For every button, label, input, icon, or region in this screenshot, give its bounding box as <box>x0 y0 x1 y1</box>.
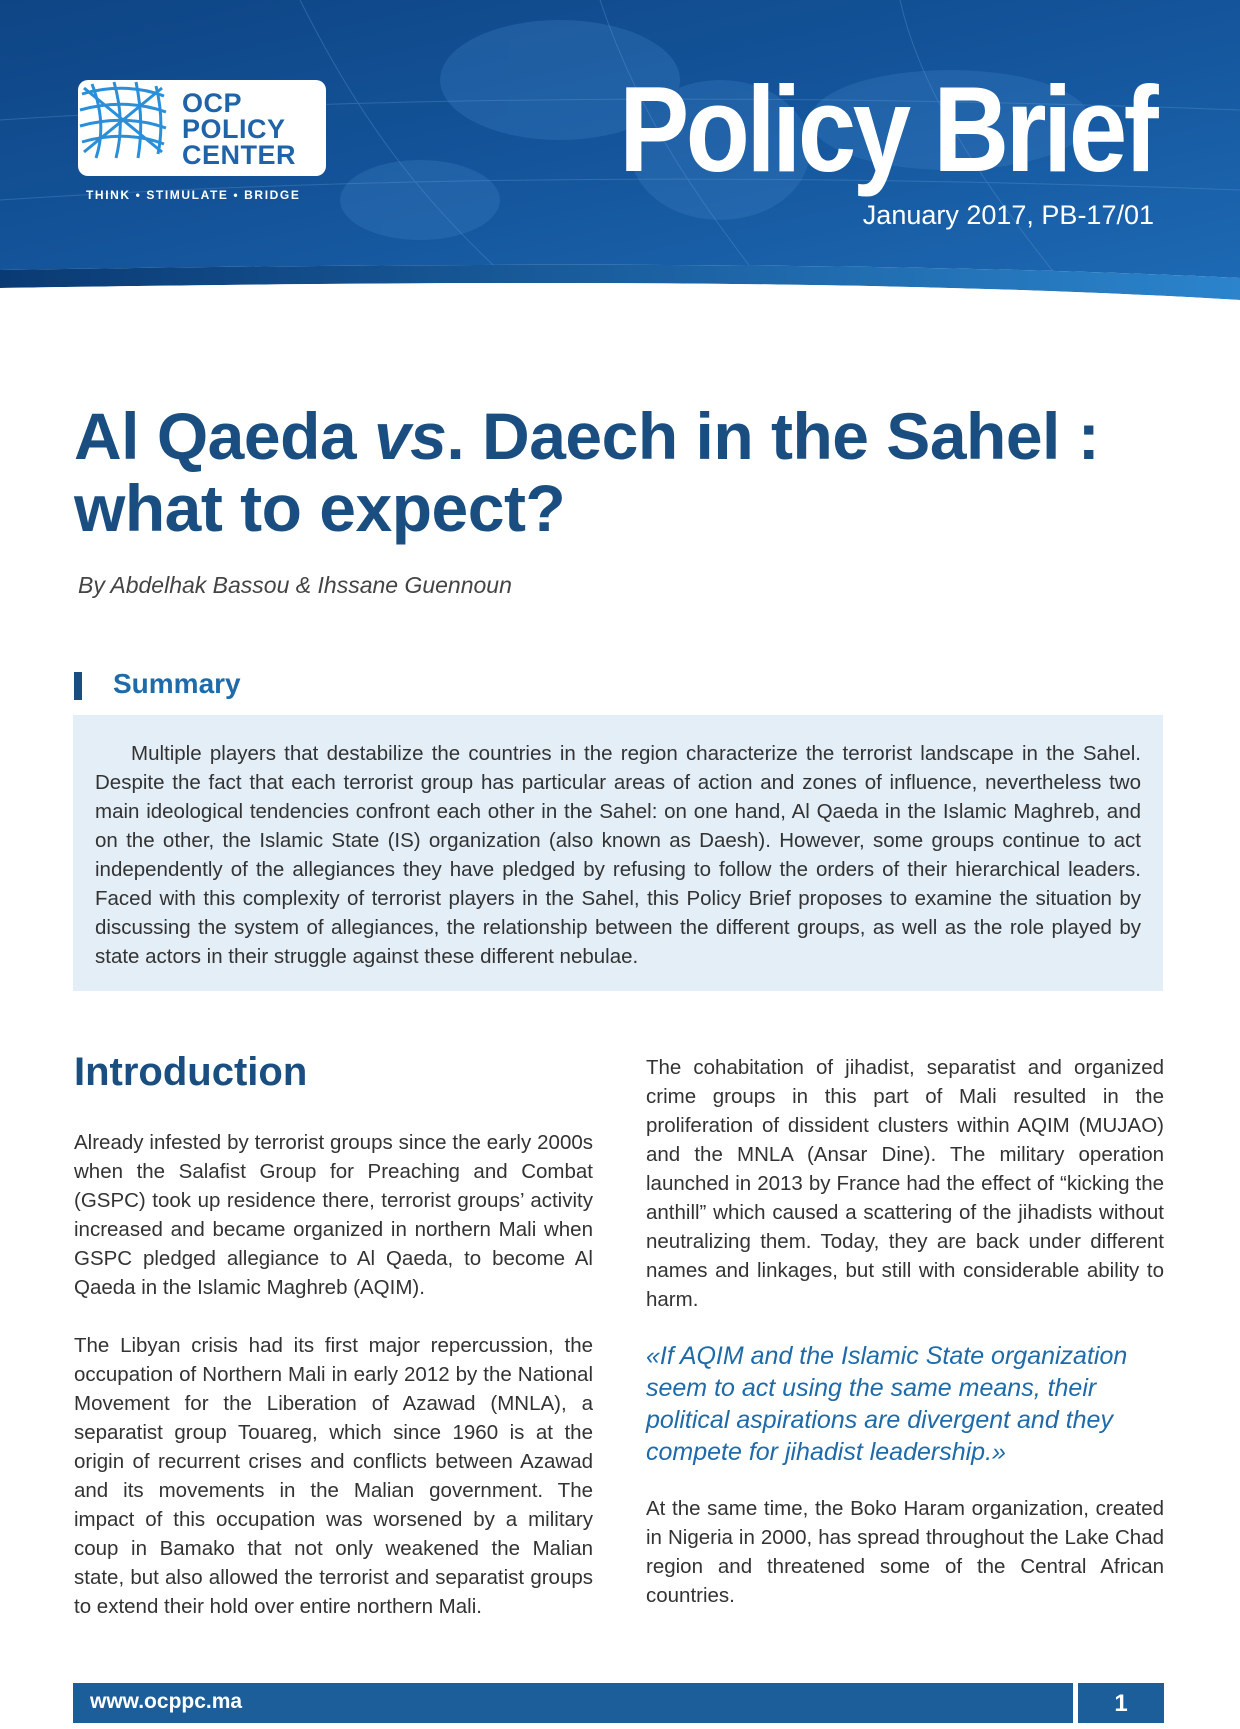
title-line-2: what to expect? <box>74 471 566 545</box>
header-banner <box>0 0 1240 320</box>
introduction-heading: Introduction <box>74 1050 308 1094</box>
logo-tagline: THINK • STIMULATE • BRIDGE <box>86 188 301 202</box>
right-paragraph-1: The cohabitation of jihadist, separatist and organized crime groups in this part of Mali resulted in the proliferation of dissident clusters within AQIM (MUJAO) and the MNLA (Ansar Dine). The military operation launched in 2013 by France had the effect of “kicking the anthill” which caused a scattering of the jihadists without neutralizing them. Today, they are back under different names and linkages, but still with considerable ability to harm. <box>646 1056 1164 1311</box>
globe-mesh-icon <box>78 80 168 160</box>
page-number: 1 <box>1114 1690 1128 1717</box>
document-type-title: Policy Brief <box>619 61 1155 197</box>
summary-heading: Summary <box>113 668 241 699</box>
footer-website-link[interactable]: www.ocppc.ma <box>90 1690 243 1713</box>
logo-line-ocp: OCP <box>182 88 243 118</box>
article-title <box>74 400 1174 544</box>
title-part-2: . Daech in the Sahel : <box>446 399 1100 473</box>
title-line-1 <box>74 400 1174 472</box>
intro-paragraph-2: The Libyan crisis had its first major repercussion, the occupation of Northern Mali in early 2012 by the National Movement for the Liberation of Azawad (MNLA), a separatist group Touareg, which since 1960 is at the origin of recurrent crises and conflicts between Azawad and its movements in the Malian government. The impact of this occupation was worsened by a military coup in Bamako that not only weakened the Malian state, but also allowed the terrorist and separatist groups to extend their hold over entire northern Mali. <box>74 1334 593 1618</box>
logo-line-policy: POLICY <box>182 114 286 144</box>
right-column <box>646 1053 1164 1610</box>
publication-date: January 2017, PB-17/01 <box>862 200 1154 230</box>
summary-box <box>73 715 1163 991</box>
summary-text: Multiple players that destabilize the countries in the region characterize the terrorist landscape in the Sahel. Despite the fact that each terrorist group has particular areas of action and zones of influence, nevertheless two main ideological tendencies confront each other in the Sahel: on one hand, Al Qaeda in the Islamic Maghreb, and on the other, the Islamic State (IS) organization (also known as Daesh). However, some groups continue to act independently of the allegiances they have pledged by refusing to follow the orders of their hierarchical leaders. Faced with this complexity of terrorist players in the Sahel, this Policy Brief proposes to examine the situation by discussing the system of allegiances, the relationship between the different groups, as well as the role played by state actors in their struggle against these different nebulae. <box>95 742 1141 968</box>
logo-wordmark <box>182 90 322 168</box>
pull-quote: «If AQIM and the Islamic State organization seem to act using the same means, their political aspirations are divergent and they compete for jihadist leadership.» <box>646 1342 1128 1466</box>
left-column <box>74 1128 593 1621</box>
summary-marker-bar <box>74 672 82 700</box>
title-vs: vs <box>373 399 447 473</box>
right-paragraph-2: At the same time, the Boko Haram organization, created in Nigeria in 2000, has spread throughout the Lake Chad region and threatened some of the Central African countries. <box>646 1497 1164 1607</box>
ocp-logo[interactable] <box>78 80 326 176</box>
title-part-1: Al Qaeda <box>74 399 374 473</box>
authors-byline: By Abdelhak Bassou & Ihssane Guennoun <box>78 572 512 598</box>
logo-line-center: CENTER <box>182 140 297 170</box>
intro-paragraph-1: Already infested by terrorist groups since the early 2000s when the Salafist Group for Preaching and Combat (GSPC) took up residence there, terrorist groups’ activity increased and became organized in northern Mali when GSPC pledged allegiance to Al Qaeda, to become Al Qaeda in the Islamic Maghreb (AQIM). <box>74 1131 593 1299</box>
